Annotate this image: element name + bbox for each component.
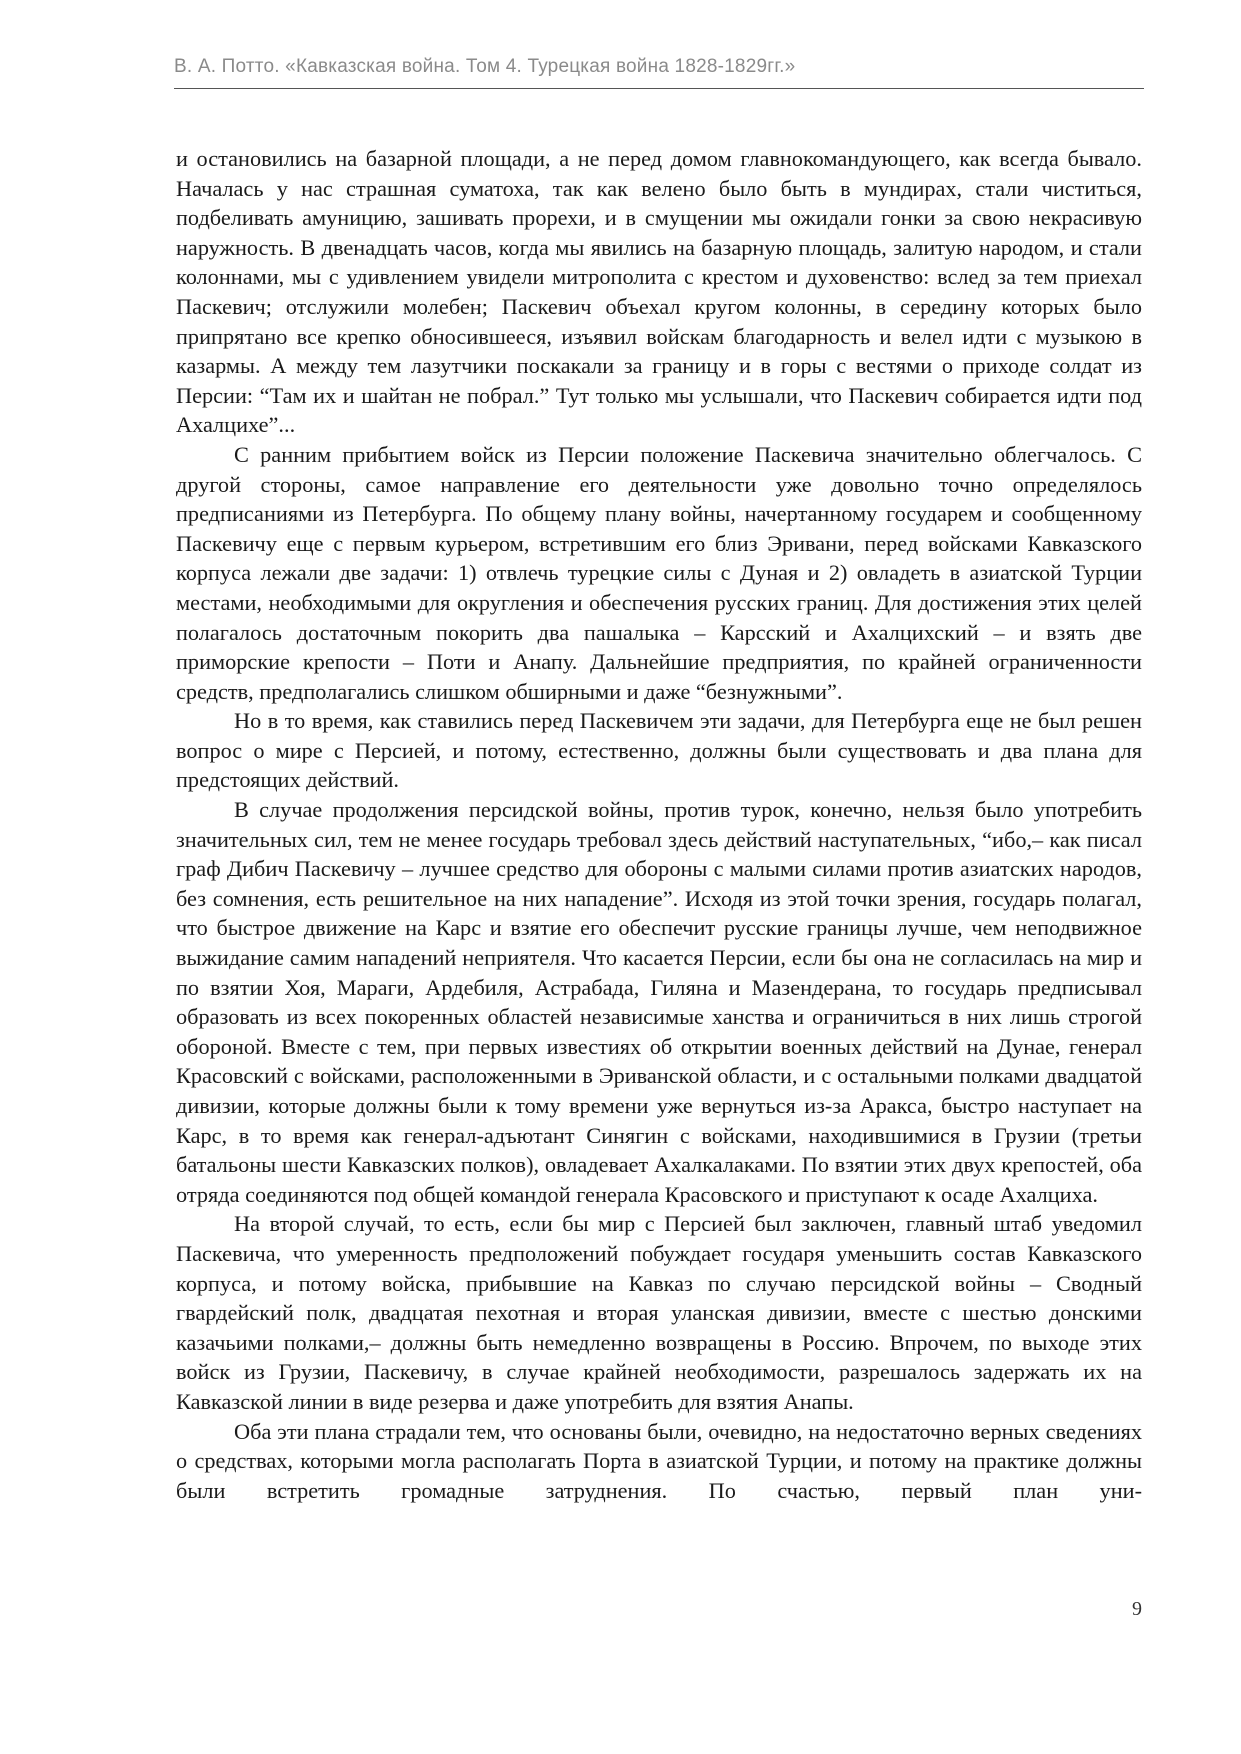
paragraph: В случае продолжения персидской войны, против турок, конечно, нельзя было употребить значительных сил, тем не менее государь требовал здесь действий наступательных, “ибо,– как писал граф Дибич Паскевичу – лучшее средство для обороны с малыми силами против азиатских народов, без сомнения, есть решительное на них нападение”. Исходя из этой точки зрения, государь полагал, что быстрое движение на Карс и взятие его обеспечит русские границы лучше, чем неподвижное выжидание самим нападений неприятеля. Что касается Персии, если бы она не согласилась на мир и по взятии Хоя, Мараги, Ардебиля, Астрабада, Гиляна и Мазендерана, то государь предписывал образовать из всех покоренных областей независимые ханства и ограничиться в них лишь строгой обороной. Вместе с тем, при первых известиях об открытии военных действий на Дунае, генерал Красовский с войсками, расположенными в Эриванской области, и с остальными полками двадцатой дивизии, которые должны были к тому времени уже вернуться из-за Аракса, быстро наступает на Карс, в то время как генерал-адъютант Синягин с войсками, находившимися в Грузии (третьи батальоны шести Кавказских полков), овладевает Ахалкалаками. По взятии этих двух крепостей, оба отряда соединяются под общей командой генерала Красовского и приступают к осаде Ахалциха.	[176, 797, 1142, 1207]
paragraph-continued: и остановились на базарной площади, а не перед домом главнокомандующего, как всегда бывало. Началась у нас страшная суматоха, так как велено было быть в мундирах, стали чиститься, подбеливать амуницию, зашивать прорехи, и в смущении мы ожидали гонки за свою некрасивую наружность. В двенадцать часов, когда мы явились на базарную площадь, залитую народом, и стали колоннами, мы с удивлением увидели митрополита с крестом и духовенство: вслед за тем приехал Паскевич; отслужили молебен; Паскевич объехал кругом колонны, в середину которых было припрятано все крепко обносившееся, изъявил войскам благодарность и велел идти с музыкою в казармы. А между тем лазутчики поскакали за границу и в горы с вестями о приходе солдат из Персии: “Там их и шайтан не побрал.” Тут только мы услышали, что Паскевич собирается идти под Ахалцихе”...	[176, 146, 1142, 438]
page-number: 9	[1132, 1598, 1142, 1620]
header-divider	[174, 88, 1144, 89]
paragraph: На второй случай, то есть, если бы мир с Персией был заключен, главный штаб уведомил Паскевича, что умеренность предположений побуждает государя уменьшить состав Кавказского корпуса, и потому войска, прибывшие на Кавказ по случаю персидской войны – Сводный гвардейский полк, двадцатая пехотная и вторая уланская дивизии, вместе с шестью донскими казачьими полками,– должны быть немедленно возвращены в Россию. Впрочем, по выходе этих войск из Грузии, Паскевичу, в случае крайней необходимости, разрешалось задержать их на Кавказской линии в виде резерва и даже употребить для взятия Анапы.	[176, 1211, 1142, 1414]
paragraph: Но в то время, как ставились перед Паскевичем эти задачи, для Петербурга еще не был решен вопрос о мире с Персией, и потому, естественно, должны были существовать и два плана для предстоящих действий.	[176, 708, 1142, 793]
paragraph: С ранним прибытием войск из Персии положение Паскевича значительно облегчалось. С другой стороны, самое направление его деятельности уже довольно точно определялось предписаниями из Петербурга. По общему плану войны, начертанному государем и сообщенному Паскевичу еще с первым курьером, встретившим его близ Эривани, перед войсками Кавказского корпуса лежали две задачи: 1) отвлечь турецкие силы с Дуная и 2) овладеть в азиатской Турции местами, необходимыми для округления и обеспечения русских границ. Для достижения этих целей полагалось достаточным покорить два пашалыка – Карсский и Ахалцихский – и взять две приморские крепости – Поти и Анапу. Дальнейшие предприятия, по крайней ограниченности средств, предполагались слишком обширными и даже “безнужными”.	[176, 441, 1142, 704]
paragraph-continues-next-page: Оба эти плана страдали тем, что основаны были, очевидно, на недостаточно верных сведениях о средствах, которыми могла располагать Порта в азиатской Турции, и потому на практике должны были встретить громадные затруднения. По счастью, первый план уни-	[176, 1418, 1142, 1503]
running-header: В. А. Потто. «Кавказская война. Том 4. Турецкая война 1828-1829гг.»	[174, 56, 796, 77]
page-body-text	[176, 144, 1142, 1505]
